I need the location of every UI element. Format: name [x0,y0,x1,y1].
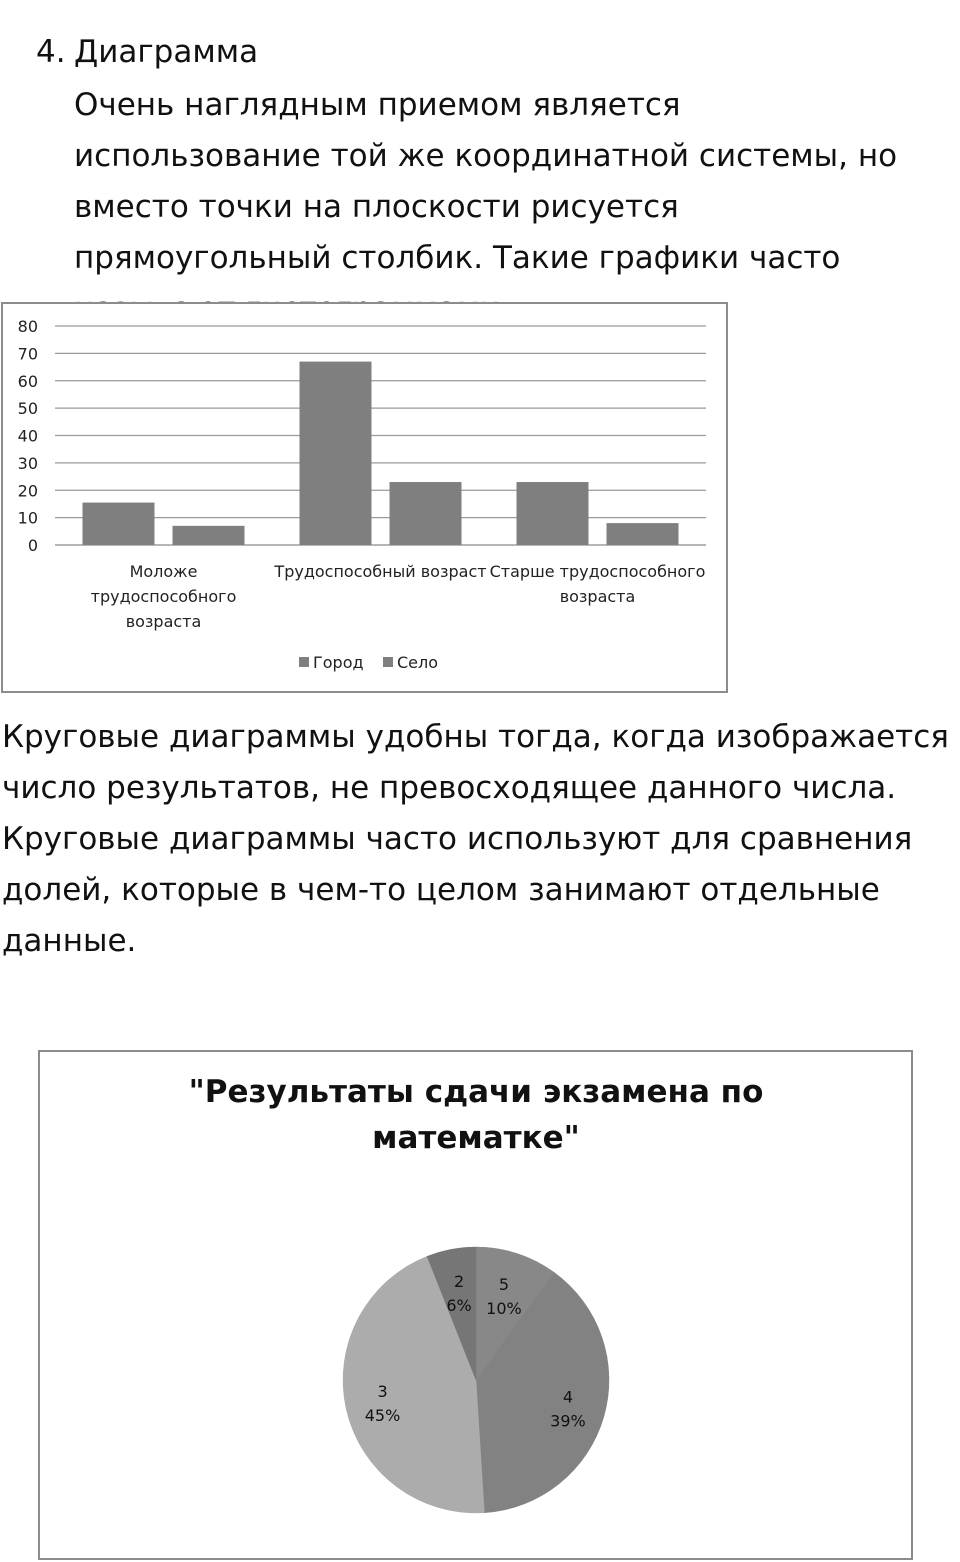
y-tick-label: 80 [17,317,38,336]
legend-swatch [299,657,309,667]
legend-swatch [383,657,393,667]
pie-slice-percent: 6% [446,1296,472,1316]
section-title: Диаграмма [74,34,259,70]
section-heading [36,30,258,74]
pie-title-line: математке" [372,1120,580,1156]
pie-title-line: "Результаты сдачи экзамена по [188,1074,764,1110]
bar-chart-panel [1,302,728,693]
pie-slice-label: 2 [453,1272,465,1292]
y-tick-label: 60 [17,371,38,391]
bar-1-2 [300,362,372,545]
bar-1-3 [517,482,589,545]
y-tick-label: 70 [17,344,38,364]
pie-slice-percent: 45% [364,1405,401,1425]
bar-1-1 [83,503,155,545]
y-tick-label: 10 [17,508,38,528]
y-tick-label: 20 [17,481,38,501]
bar-2-1 [173,526,245,545]
bar-2-2 [390,482,462,545]
x-tick-label: Старше трудоспособного [489,562,706,581]
pie-chart [40,1052,911,1558]
intro-paragraph: Очень наглядным приемом является использование той же координатной системы, но вместо точки на плоскости рисуется прямоугольный столбик. Такие графики часто [74,87,898,276]
y-tick-label: 50 [17,399,38,419]
pie-slice-label: 4 [562,1387,574,1407]
y-tick-label: 0 [27,536,38,555]
x-tick-label: трудоспособного [90,587,237,606]
y-tick-label: 30 [17,453,38,473]
legend-label: Село [397,653,439,672]
section-number: 4. [36,34,66,70]
x-tick-label: Трудоспособный возраст [274,562,487,581]
legend-label: Город [313,653,364,672]
pie-slice-label: 5 [498,1274,510,1294]
bar-chart [3,304,726,691]
pie-slice-percent: 39% [550,1411,586,1431]
x-tick-label: возраста [125,612,202,631]
y-tick-label: 40 [17,426,38,446]
pie-slice-percent: 10% [486,1298,522,1318]
x-tick-label: Моложе [129,562,198,581]
pie-slice-label: 3 [377,1381,388,1401]
pie-description-paragraph: Круговые диаграммы удобны тогда, когда изображается число результатов, не превосходящее данного числа. Круговые диаграммы часто используют для сравнения долей, которые в чем-то целом занимают отдельные данные. [2,719,949,959]
x-tick-label: возраста [559,587,636,606]
bar-2-3 [607,523,679,545]
pie-chart-panel [38,1050,913,1560]
